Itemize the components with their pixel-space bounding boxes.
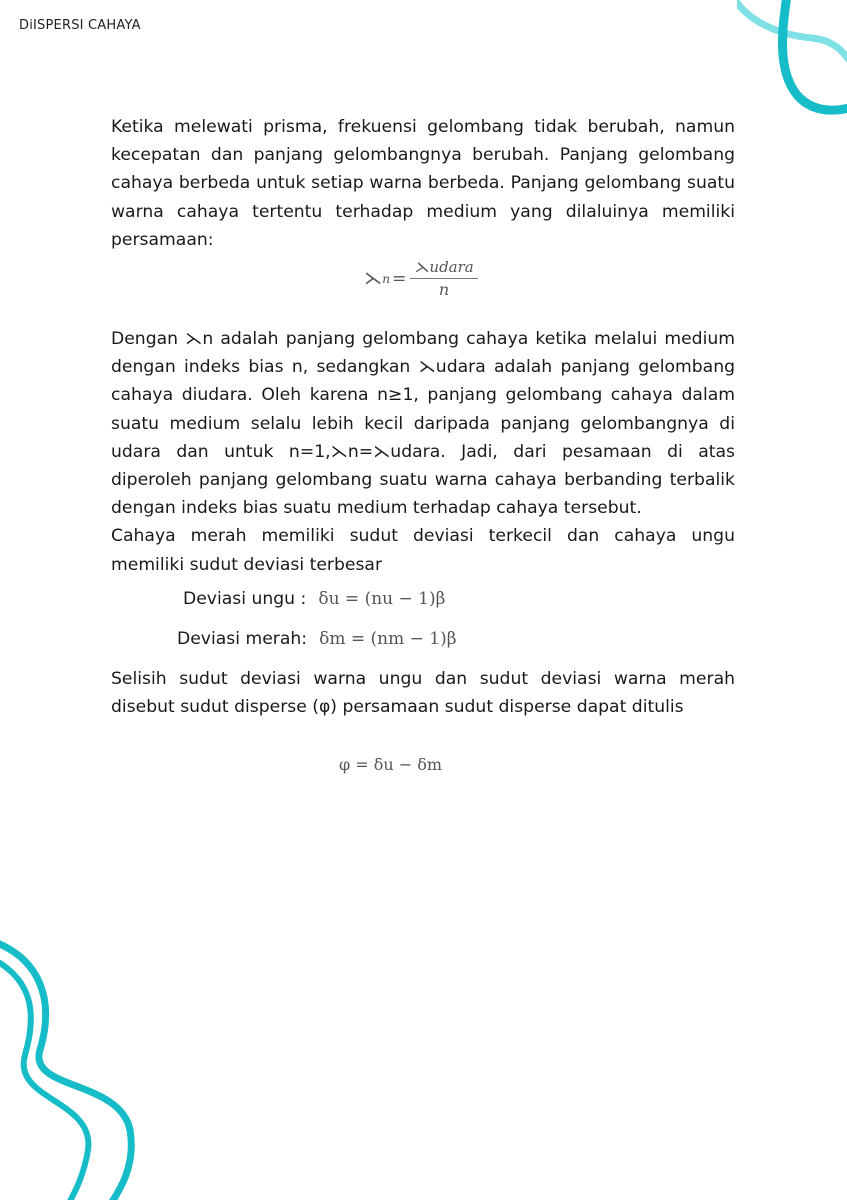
decorative-wave-bottom-left xyxy=(0,930,145,1200)
deviasi-merah-formula: δm = (nm − 1)β xyxy=(319,628,457,649)
deviasi-ungu-line xyxy=(183,579,735,619)
paragraph-deviation-note: Cahaya merah memiliki sudut deviasi terkecil dan cahaya ungu memiliki sudut deviasi terbesar xyxy=(111,526,735,575)
document-body xyxy=(111,113,735,779)
page-header-title: DiISPERSI CAHAYA xyxy=(19,18,141,33)
deviasi-merah-line xyxy=(177,619,735,659)
decorative-wave-top-right xyxy=(737,0,847,120)
deviasi-ungu-formula: δu = (nu − 1)β xyxy=(318,588,446,609)
deviasi-merah-label: Deviasi merah: xyxy=(177,628,308,649)
formula-dispersion-angle: φ = δu − δm xyxy=(339,755,443,775)
formula-denominator: n xyxy=(438,280,450,300)
paragraph-dispersion: Selisih sudut deviasi warna ungu dan sudut deviasi warna merah disebut sudut disperse (φ) persamaan sudut disperse dapat ditulis xyxy=(111,668,735,718)
paragraph-explanation: Dengan ⋋n adalah panjang gelombang cahaya ketika melalui medium dengan indeks bias n, sedangkan ⋋udara adalah panjang gelombang cahaya diudara. Oleh karena n≥1, panjang gelombang cahaya dalam suatu medium selalu lebih kecil daripada panjang gelombangnya di udara dan untuk n=1,⋋n=⋋udara. Jadi, dari pesamaan di atas diperoleh panjang gelombang suatu warna cahaya berbanding terbalik dengan indeks bias suatu medium terhadap cahaya tersebut. xyxy=(111,329,735,519)
formula-fraction xyxy=(410,258,477,301)
formula-wavelength-medium xyxy=(361,258,481,301)
formula-lambda-symbol: ⋋ xyxy=(364,268,383,290)
paragraph-intro: Ketika melewati prisma, frekuensi gelombang tidak berubah, namun kecepatan dan panjang gelombangnya berubah. Panjang gelombang cahaya berbeda untuk setiap warna berbeda. Panjang gelombang suatu warna cahaya tertentu terhadap medium yang dilaluinya memiliki persamaan: xyxy=(111,117,735,250)
formula-numerator: ⋋udara xyxy=(410,258,477,279)
formula-equals: = xyxy=(392,269,407,290)
deviasi-ungu-label: Deviasi ungu : xyxy=(183,588,307,609)
formula-lambda-sub: n xyxy=(382,272,390,287)
